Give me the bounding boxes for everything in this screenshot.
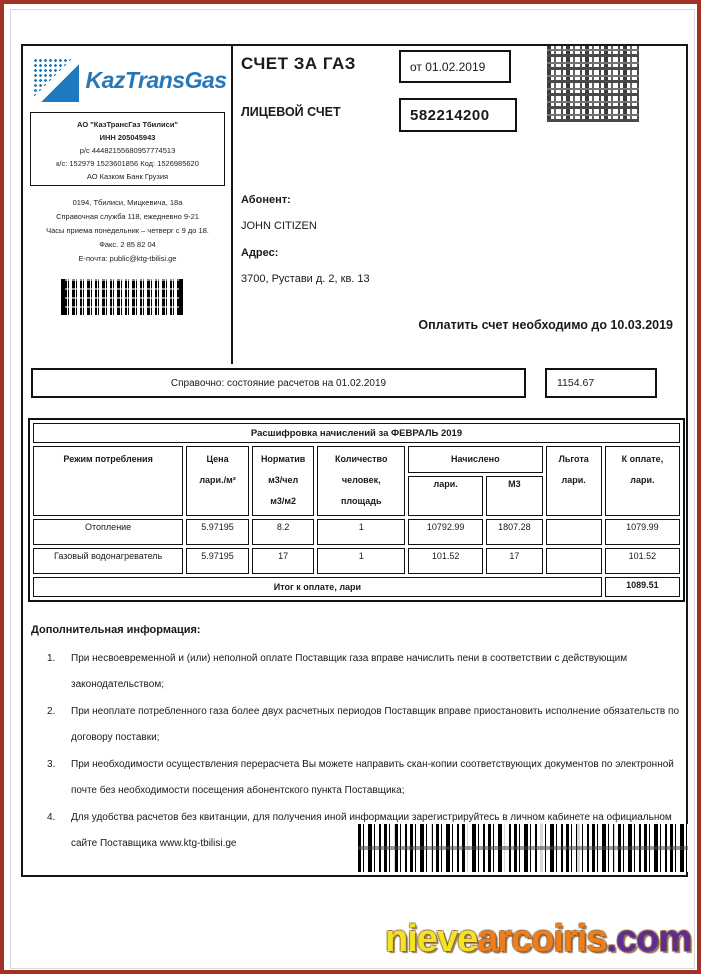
cell-accrued-m3: 17 xyxy=(486,548,542,574)
bill-title: СЧЕТ ЗА ГАЗ xyxy=(241,54,356,73)
col-header-price xyxy=(186,446,249,516)
contact-block xyxy=(27,196,228,266)
total-value: 1089.51 xyxy=(605,577,680,597)
bill-date-box: от 01.02.2019 xyxy=(399,50,511,83)
watermark-part2: arcoiris xyxy=(477,918,607,960)
address-label: Адрес: xyxy=(241,247,279,259)
cell-price: 5.97195 xyxy=(186,548,249,574)
address-value: 3700, Рустави д. 2, кв. 13 xyxy=(241,273,370,285)
invoice-document xyxy=(21,44,688,877)
contact-address: 0194, Тбилиси, Мицкевича, 18а xyxy=(72,198,183,207)
company-bank: АО Казком Банк Грузия xyxy=(86,172,169,181)
watermark-part3: .com xyxy=(606,918,692,960)
col-header-norm-line3: м3/м2 xyxy=(270,496,297,506)
col-header-benefit-line1: Льгота xyxy=(558,454,589,464)
charges-table xyxy=(28,418,685,602)
col-header-norm-line2: м3/чел xyxy=(268,475,299,485)
cell-accrued-gel: 101.52 xyxy=(408,548,483,574)
table-row xyxy=(33,548,680,574)
contact-hours: Часы приема понедельник – четверг с 9 до 18. xyxy=(46,226,209,235)
item-text: При неоплате потребленного газа более двух расчетных периодов Поставщик вправе приостановить исполнение обязательств по договору поставки; xyxy=(71,706,680,743)
col-header-norm-line1: Норматив xyxy=(260,454,306,464)
personal-account-title: ЛИЦЕВОЙ СЧЕТ xyxy=(241,105,341,119)
col-header-qty xyxy=(317,446,405,516)
item-number: 1. xyxy=(47,653,56,664)
list-item xyxy=(47,646,679,698)
company-account: р/с 44482155680957774513 xyxy=(79,146,176,155)
contact-email: Е-почта: public@ktg-tbilisi.ge xyxy=(78,254,177,263)
col-header-norm xyxy=(252,446,315,516)
cell-mode: Газовый водонагреватель xyxy=(33,548,183,574)
table-row xyxy=(33,519,680,545)
cell-mode: Отопление xyxy=(33,519,183,545)
company-name: АО "КазТрансГаз Тбилиси" xyxy=(77,120,178,129)
item-number: 3. xyxy=(47,759,56,770)
item-text: При несвоевременной и (или) неполной оплате Поставщик газа вправе начислить пени в соответствии с действующим законодательством; xyxy=(71,653,628,690)
cell-norm: 8.2 xyxy=(252,519,315,545)
list-item xyxy=(47,699,679,751)
cell-benefit xyxy=(546,519,602,545)
col-header-qty-line2: человек, xyxy=(341,475,381,485)
col-header-accrued: Начислено xyxy=(408,446,542,473)
company-inn: ИНН 205045943 xyxy=(99,133,156,142)
item-text: При необходимости осуществления перерасчета Вы можете направить скан-копии соответствующих документов по электронной почте без необходимости посещения абонентского пункта Поставщика; xyxy=(71,759,674,796)
col-header-benefit-line2: лари. xyxy=(561,475,586,485)
col-header-payable-line1: К оплате, xyxy=(621,454,664,464)
col-header-qty-line3: площадь xyxy=(341,496,382,506)
abonent-name: JOHN CITIZEN xyxy=(241,220,317,232)
item-text: Для удобства расчетов без квитанции, для получения иной информации зарегистрируйтесь в личном кабинете на официальном сайте Поставщика www.ktg-tbilisi.ge xyxy=(71,812,672,849)
col-header-mode: Режим потребления xyxy=(33,446,183,516)
cell-payable: 101.52 xyxy=(605,548,680,574)
payment-barcode xyxy=(358,824,688,872)
personal-account-number: 582214200 xyxy=(399,98,517,132)
cell-price: 5.97195 xyxy=(186,519,249,545)
contact-fax: Факс. 2 85 82 04 xyxy=(99,240,156,249)
list-item xyxy=(47,752,679,804)
cell-norm: 17 xyxy=(252,548,315,574)
cell-payable: 1079.99 xyxy=(605,519,680,545)
abonent-label: Абонент: xyxy=(241,194,291,206)
company-details-box xyxy=(30,112,225,186)
item-number: 4. xyxy=(47,812,56,823)
reference-balance-value: 1154.67 xyxy=(545,368,657,398)
reference-balance-label: Справочно: состояние расчетов на 01.02.2019 xyxy=(31,368,526,398)
company-corr-account: к/с: 152979 1523601856 Код: 1526985620 xyxy=(56,159,199,168)
logo-text: KazTransGas xyxy=(85,66,227,93)
column-divider xyxy=(231,46,233,364)
site-watermark xyxy=(385,918,691,961)
total-label: Итог к оплате, лари xyxy=(33,577,602,597)
due-date-notice: Оплатить счет необходимо до 10.03.2019 xyxy=(418,318,673,332)
col-header-qty-line1: Количество xyxy=(335,454,388,464)
account-barcode xyxy=(61,279,183,315)
col-header-benefit xyxy=(546,446,602,516)
col-header-payable-line2: лари. xyxy=(630,475,655,485)
col-header-accrued-m3: М3 xyxy=(486,476,542,516)
watermark-part1: nieve xyxy=(385,918,478,960)
additional-info-title: Дополнительная информация: xyxy=(31,624,201,636)
qr-code xyxy=(547,46,639,122)
kaztransgas-logo-icon xyxy=(33,58,79,102)
cell-qty: 1 xyxy=(317,548,405,574)
col-header-payable xyxy=(605,446,680,516)
table-title: Расшифровка начислений за ФЕВРАЛЬ 2019 xyxy=(33,423,680,443)
col-header-price-line2: лари./м³ xyxy=(199,475,236,485)
col-header-price-line1: Цена xyxy=(206,454,229,464)
item-number: 2. xyxy=(47,706,56,717)
cell-qty: 1 xyxy=(317,519,405,545)
cell-accrued-gel: 10792.99 xyxy=(408,519,483,545)
contact-helpline: Справочная служба 118, ежедневно 9-21 xyxy=(56,212,199,221)
cell-benefit xyxy=(546,548,602,574)
col-header-accrued-gel: лари. xyxy=(408,476,483,516)
logo xyxy=(31,52,229,108)
cell-accrued-m3: 1807.28 xyxy=(486,519,542,545)
